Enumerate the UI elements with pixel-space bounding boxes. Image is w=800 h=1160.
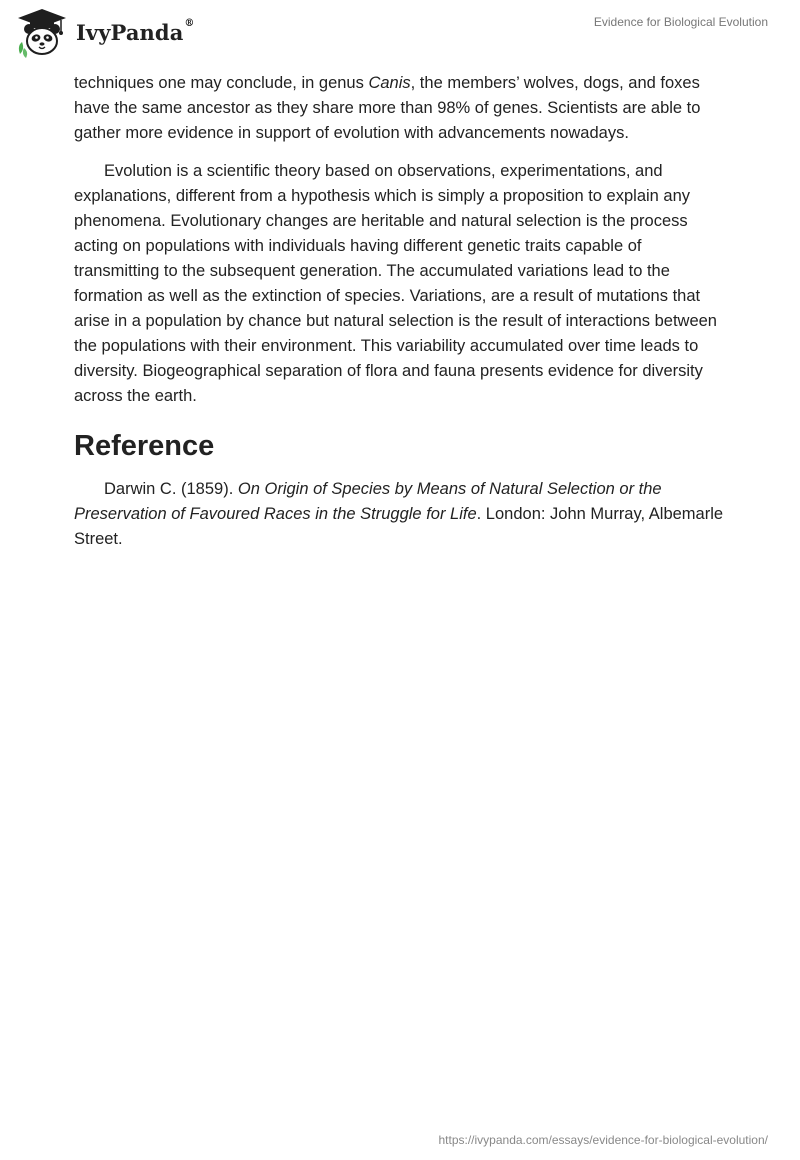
- source-url[interactable]: https://ivypanda.com/essays/evidence-for-biological-evolution/: [438, 1133, 768, 1147]
- genus-name: Canis: [368, 74, 411, 92]
- reference-title: On Origin of Species by Means of Natural Selection or the Preservation of Favoured Races in the Struggle for Life: [74, 480, 662, 523]
- paragraph-continuation: techniques one may conclude, in genus Canis, the members’ wolves, dogs, and foxes have the same ancestor as they share more than 98% of genes. Scientists are able to gather more evidence in support of evolution with advancements nowadays.: [74, 74, 701, 142]
- essay-content: [74, 71, 726, 565]
- document-title: Evidence for Biological Evolution: [593, 15, 768, 29]
- ivypanda-logo[interactable]: [14, 8, 195, 58]
- page-header: [0, 0, 800, 64]
- reference-entry: Darwin C. (1859). On Origin of Species by Means of Natural Selection or the Preservation of Favoured Races in the Struggle for Life. London: John Murray, Albemarle Street.: [74, 480, 724, 548]
- registered-mark: ®: [184, 17, 195, 29]
- paragraph-evolution-theory: Evolution is a scientific theory based on observations, experimentations, and explanations, different from a hypothesis which is simply a proposition to explain any phenomena. Evolutionary changes are heritable and natural selection is the process acting on populations with individuals having different genetic traits capable of transmitting to the subsequent generation. The accumulated variations lead to the formation as well as the extinction of species. Variations, are a result of mutations that arise in a population by chance but natural selection is the result of interactions between the populations with their environment. This variability accumulated over time leads to diversity. Biogeographical separation of flora and fauna presents evidence for diversity across the earth.: [74, 162, 717, 405]
- panda-graduation-cap-icon: [14, 8, 74, 58]
- reference-heading: Reference: [74, 430, 215, 462]
- logo-wordmark: IvyPanda®: [76, 17, 195, 45]
